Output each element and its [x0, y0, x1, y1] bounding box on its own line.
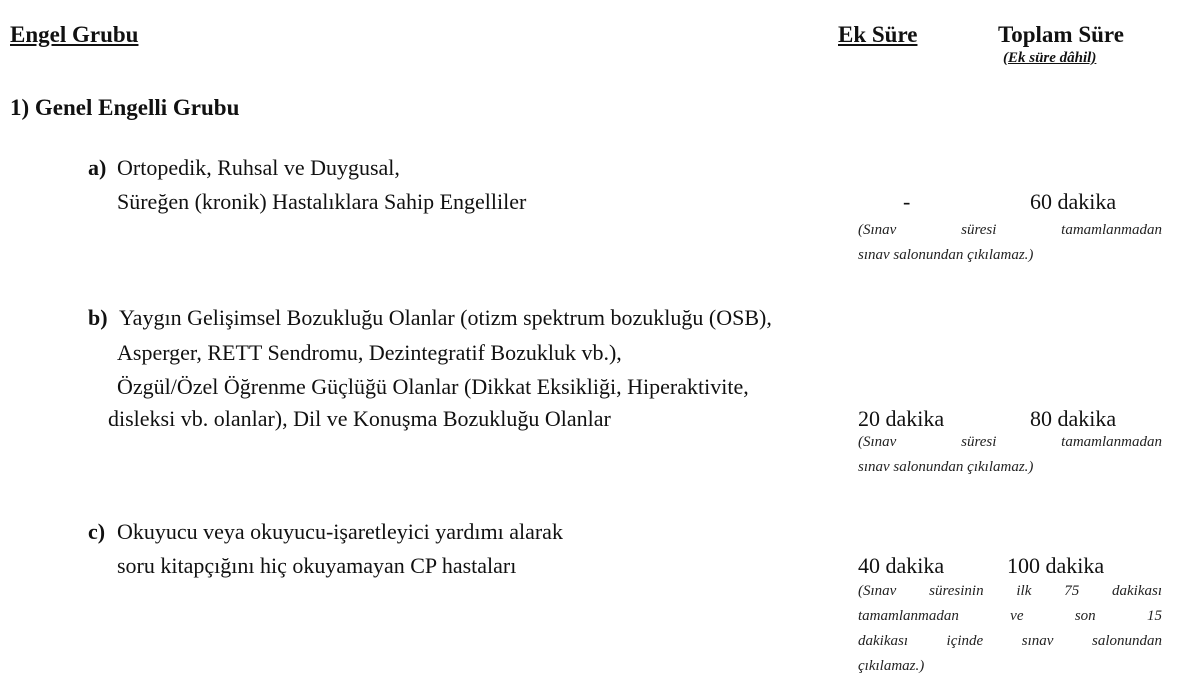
header-total-note: (Ek süre dâhil)	[1003, 50, 1097, 66]
row-text: Ortopedik, Ruhsal ve Duygusal,	[117, 155, 400, 180]
note-line: dakikası içinde sınav salonundan	[858, 633, 1162, 649]
row-label: b)	[88, 305, 108, 330]
note	[858, 579, 1162, 679]
section-title: 1) Genel Engelli Grubu	[10, 95, 240, 120]
header-toplam-sure: Toplam Süre	[998, 22, 1124, 47]
row-text: Okuyucu veya okuyucu-işaretleyici yardımı alarak	[117, 519, 563, 544]
row-text: Asperger, RETT Sendromu, Dezintegratif Bozukluk vb.),	[117, 340, 622, 365]
note-line: çıkılamaz.)	[858, 658, 925, 674]
extra-time: -	[903, 189, 911, 214]
row-text: Süreğen (kronik) Hastalıklara Sahip Engelliler	[117, 189, 527, 214]
row-text: Özgül/Özel Öğrenme Güçlüğü Olanlar (Dikkat Eksikliği, Hiperaktivite,	[117, 374, 749, 399]
note	[858, 218, 1162, 268]
row-label: c)	[88, 519, 106, 544]
total-time: 80 dakika	[1030, 406, 1117, 431]
row-label: a)	[88, 155, 107, 180]
row-text: soru kitapçığını hiç okuyamayan CP hastaları	[117, 553, 517, 578]
total-time: 100 dakika	[1007, 553, 1105, 578]
note-line: sınav salonundan çıkılamaz.)	[858, 459, 1034, 475]
total-time: 60 dakika	[1030, 189, 1117, 214]
note-line: tamamlanmadan ve son 15	[858, 608, 1162, 624]
row-text: Yaygın Gelişimsel Bozukluğu Olanlar (otizm spektrum bozukluğu (OSB),	[119, 305, 772, 330]
header-ek-sure: Ek Süre	[838, 22, 918, 47]
note	[858, 430, 1162, 480]
row-text: disleksi vb. olanlar), Dil ve Konuşma Bozukluğu Olanlar	[108, 406, 611, 431]
note-line: (Sınav süresi tamamlanmadan	[858, 222, 1162, 238]
note-line: sınav salonundan çıkılamaz.)	[858, 247, 1034, 263]
extra-time: 40 dakika	[858, 553, 945, 578]
extra-time: 20 dakika	[858, 406, 945, 431]
note-line: (Sınav süresinin ilk 75 dakikası	[858, 583, 1162, 599]
header-engel-grubu: Engel Grubu	[10, 22, 139, 47]
note-line: (Sınav süresi tamamlanmadan	[858, 434, 1162, 450]
